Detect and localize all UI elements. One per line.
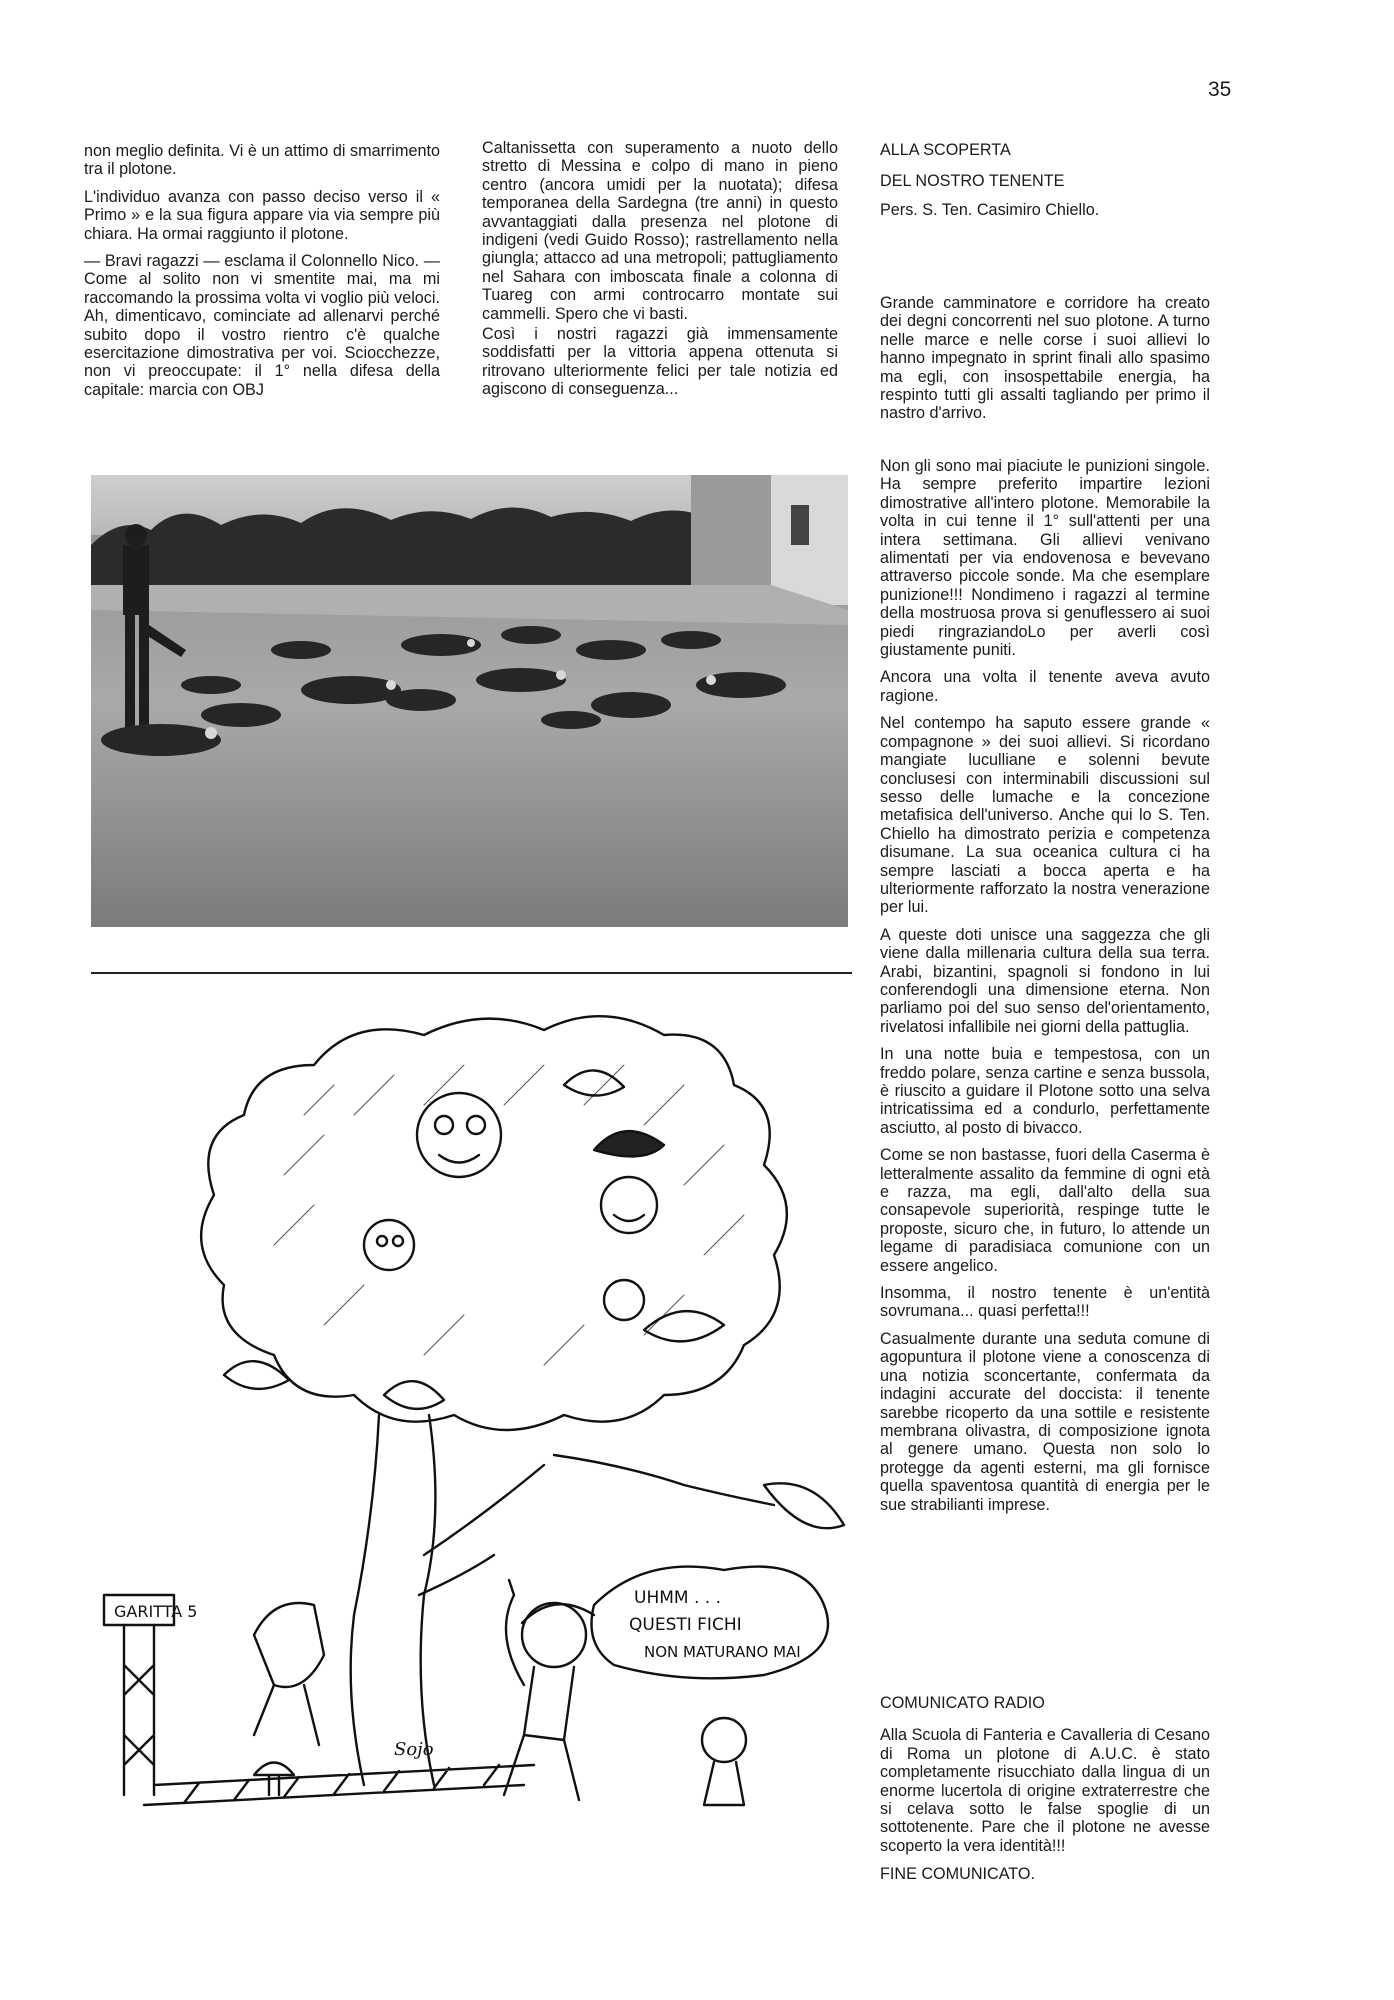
sign-text: GARITTA 5	[114, 1602, 198, 1621]
pushups-photo	[91, 475, 848, 927]
paragraph: Insomma, il nostro tenente è un'entità sovrumana... quasi perfetta!!!	[880, 1284, 1210, 1321]
byline: Pers. S. Ten. Casimiro Chiello.	[880, 201, 1100, 219]
horizontal-rule	[91, 972, 852, 974]
paragraph: Ancora una volta il tenente aveva avuto ragione.	[880, 668, 1210, 705]
paragraph: In una notte buia e tempestosa, con un freddo polare, senza cartine e senza bussola, è riuscito a guidare il Plotone sotto una selva intricatissima ed a condurlo, perfettamente asciutto, al posto di bivacco.	[880, 1045, 1210, 1137]
paragraph: Come se non bastasse, fuori della Caserma è letteralmente assalito da femmine di ogni età e razza, ma egli, dall'alto della sua consapevole superiorità, respinge tutte le proposte, sicuro che, in futuro, lo attende un legame di paradisiaca comunione con un essere angelico.	[880, 1146, 1210, 1275]
artist-signature: Sojo	[394, 1739, 434, 1760]
page-number: 35	[1208, 78, 1232, 101]
tree-cartoon	[114, 995, 864, 1815]
radio-bulletin	[880, 1694, 1210, 1884]
paragraph: Casualmente durante una seduta comune di agopuntura il plotone viene a conoscenza di una notizia sconcertante, confermata da indagini accurate del doccista: il tenente sarebbe ricoperto da una sottile e resistente membrana olivastra, di composizione ignota al genere umano. Questa non solo lo protegge da agenti esterni, ma gli fornisce quella spaventosa quantità di energia per le sue strabilianti imprese.	[880, 1329, 1210, 1514]
section-heading: ALLA SCOPERTA	[880, 141, 1011, 159]
column-1	[84, 142, 440, 408]
paragraph: Non gli sono mai piaciute le punizioni singole. Ha sempre preferito impartire lezioni dimostrative all'intero plotone. Memorabile la volta in cui tenne il 1° sull'attenti per una intera settimana. Gli allievi venivano alimentati per via endovenosa e bevevano attraverso piccole sonde. Ma che esemplare punizione!!! Nondimeno i ragazzi al termine della mostruosa prova si genuflessero ai suoi piedi ringraziandoLo per averli così giustamente puniti.	[880, 457, 1210, 660]
paragraph: — Bravi ragazzi — esclama il Colonnello Nico. — Come al solito non vi smentite mai, ma mi raccomando la prossima volta vi voglio più veloci. Ah, dimenticavo, cominciate ad allenarvi perché subito dopo il vostro rientro c'è qualche esercitazione dimostrativa per voi. Sciocchezze, non vi preoccupate: il 1° nella difesa della capitale: marcia con OBJ	[84, 252, 440, 399]
column-3	[880, 139, 1210, 1884]
paragraph: A queste doti unisce una saggezza che gli viene dalla millenaria cultura della sua terra. Arabi, bizantini, spagnoli si fondono in lui conferendogli una dimensione eterna. Non parliamo poi del suo senso del'orientamento, rivelatosi infallibile nei giorni della pattuglia.	[880, 925, 1210, 1036]
paragraph: Così i nostri ragazzi già immensamente soddisfatti per la vittoria appena ottenuta si ritrovano ulteriormente felici per tale notizia ed agiscono di conseguenza...	[482, 325, 838, 399]
section-heading-line2: DEL NOSTRO TENENTE	[880, 172, 1065, 190]
speech-line-1: UHMM . . .	[634, 1588, 721, 1608]
column-2	[482, 139, 838, 408]
speech-line-3: NON MATURANO MAI	[644, 1643, 801, 1661]
paragraph: Caltanissetta con superamento a nuoto dello stretto di Messina e colpo di mano in pieno centro (ancora umidi per la nuotata); difesa temporanea della Sardegna (tre anni) in questo avvantaggiati dalla presenza nel plotone di indigeni (vedi Guido Rosso); rastrellamento nella giungla; attacco ad una metropoli; pattugliamento nel Sahara con imboscata finale a colonna di Tuareg con armi controcarro montate sui cammelli. Spero che vi basti.	[482, 139, 838, 323]
paragraph: L'individuo avanza con passo deciso verso il « Primo » e la sua figura appare via via sempre più chiara. Ha ormai raggiunto il plotone.	[84, 187, 440, 243]
paragraph: Grande camminatore e corridore ha creato dei degni concorrenti nel suo plotone. A turno nelle marce e nelle corse i suoi allievi lo hanno impegnato in sprint finali allo spasimo ma egli, con insospettabile energia, ha respinto tutti gli assalti tagliando per primo il nastro d'arrivo.	[880, 294, 1210, 423]
radio-end: FINE COMUNICATO.	[880, 1865, 1035, 1884]
paragraph: Nel contempo ha saputo essere grande « compagnone » dei suoi allievi. Si ricordano mangiate luculliane e solenni bevute conclusesi con interminabili discussioni sul sesso delle lumache e la concezione metafisica dell'universo. Anche qui lo S. Ten. Chiello ha dimostrato perizia e competenza disumane. La sua oceanica cultura ci ha sempre lasciati a bocca aperta e ha ulteriormente rafforzato la nostra venerazione per lui.	[880, 714, 1210, 917]
radio-text: Alla Scuola di Fanteria e Cavalleria di Cesano di Roma un plotone di A.U.C. è stato completamente risucchiato dalla lingua di un enorme lucertola di origine extraterrestre che si celava sotto le false spoglie di un sottotenente. Pare che il plotone ne avesse scoperto la vera identità!!!	[880, 1726, 1210, 1855]
radio-heading: COMUNICATO RADIO	[880, 1694, 1045, 1712]
paragraph: non meglio definita. Vi è un attimo di smarrimento tra il plotone.	[84, 142, 440, 179]
speech-line-2: QUESTI FICHI	[629, 1615, 742, 1635]
